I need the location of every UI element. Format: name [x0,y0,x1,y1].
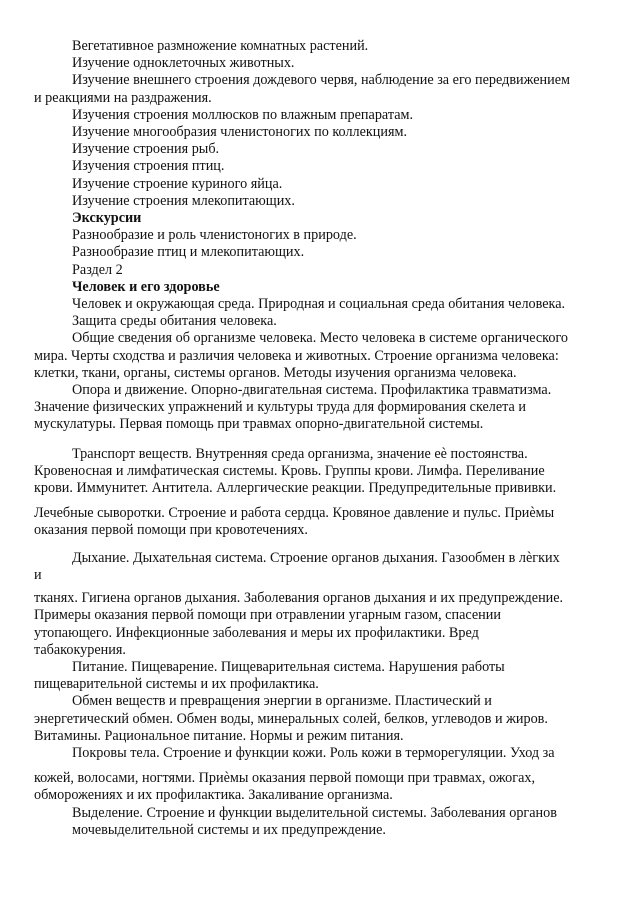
text-line: Питание. Пищеварение. Пищеварительная система. Нарушения работы [72,658,505,675]
text-line: Разнообразие и роль членистоногих в природе. [72,227,357,244]
text-line: Транспорт веществ. Внутренняя среда организма, значение еѐ постоянства. [72,445,528,462]
section-number: Раздел 2 [72,261,123,278]
text-line: Разнообразие птиц и млекопитающих. [72,244,305,261]
text-line: табакокурения. [34,641,126,658]
text-line: кожей, волосами, ногтями. Приѐмы оказания первой помощи при травмах, ожогах, [34,770,536,787]
text-line: мира. Черты сходства и различия человека и животных. Строение организма человека: [34,347,559,364]
text-line: и реакциями на раздражения. [34,89,212,106]
text-line: Изучение строения млекопитающих. [72,192,295,209]
text-line: Защита среды обитания человека. [72,313,277,330]
text-line: обморожениях и их профилактика. Закаливание организма. [34,787,393,804]
document-page [34,38,608,839]
text-line: Изучения строения птиц. [72,158,225,175]
text-line: Изучение строения рыб. [72,141,220,158]
text-line: Обмен веществ и превращения энергии в организме. Пластический и [72,693,492,710]
text-line: Значение физических упражнений и культуры труда для формирования скелета и [34,399,526,416]
text-line: клетки, ткани, органы, системы органов. Методы изучения организма человека. [34,364,517,381]
text-line: тканях. Гигиена органов дыхания. Заболевания органов дыхания и их предупреждение. [34,590,564,607]
text-line: Дыхание. Дыхательная система. Строение органов дыхания. Газообмен в лѐгких [72,549,560,566]
text-line: мочевыделительной системы и их предупреждение. [72,821,386,838]
text-line: оказания первой помощи при кровотечениях. [34,522,308,539]
text-line: Общие сведения об организме человека. Место человека в системе органического [72,330,568,347]
text-line: Изучение одноклеточных животных. [72,55,295,72]
text-line: утопающего. Инфекционные заболевания и меры их профилактики. Вред [34,624,479,641]
text-line: Выделение. Строение и функции выделительной системы. Заболевания органов [72,804,557,821]
section-heading: Человек и его здоровье [72,278,220,295]
text-line: Изучение многообразия членистоногих по коллекциям. [72,124,408,141]
text-line: Витамины. Рациональное питание. Нормы и режим питания. [34,727,404,744]
text-line: крови. Иммунитет. Антитела. Аллергические реакции. Предупредительные прививки. [34,480,557,497]
text-line: Примеры оказания первой помощи при отравлении угарным газом, спасении [34,607,501,624]
text-line: Человек и окружающая среда. Природная и социальная среда обитания человека. [72,296,566,313]
text-line: Вегетативное размножение комнатных растений. [72,38,369,54]
text-line: Опора и движение. Опорно-двигательная система. Профилактика травматизма. [72,382,552,399]
text-line: мускулатуры. Первая помощь при травмах опорно-двигательной системы. [34,416,484,433]
text-line: Изучение строение куриного яйца. [72,175,283,192]
text-line: пищеварительной системы и их профилактика. [34,676,319,693]
section-heading: Экскурсии [72,210,142,227]
text-line: Изучение внешнего строения дождевого червя, наблюдение за его передвижением [72,72,571,89]
text-line: Лечебные сыворотки. Строение и работа сердца. Кровяное давление и пульс. Приѐмы [34,505,555,522]
text-line: и [34,566,42,583]
text-line: Изучения строения моллюсков по влажным препаратам. [72,106,414,123]
text-line: Покровы тела. Строение и функции кожи. Роль кожи в терморегуляции. Уход за [72,744,555,761]
text-line: Кровеносная и лимфатическая системы. Кровь. Группы крови. Лимфа. Переливание [34,462,545,479]
text-line: энергетический обмен. Обмен воды, минеральных солей, белков, углеводов и жиров. [34,710,548,727]
